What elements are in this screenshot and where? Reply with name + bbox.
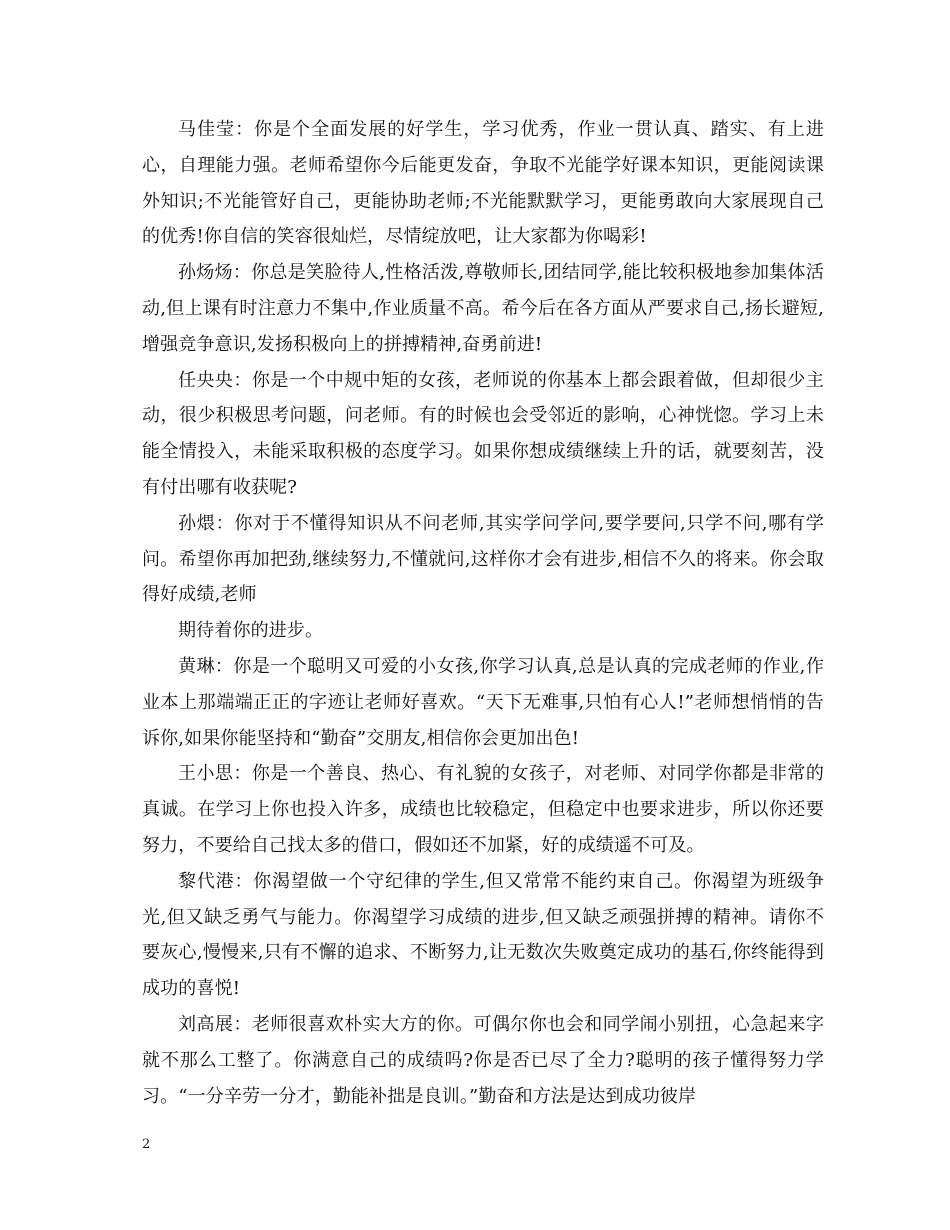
comment-paragraph: 孙炀炀：你总是笑脸待人,性格活泼,尊敬师长,团结同学,能比较积极地参加集体活动,但上课有时注意力不集中,作业质量不高。希今后在各方面从严要求自己,扬长避短,增强竞争意识,发扬积极向上的拼搏精神,奋勇前进! <box>142 262 824 355</box>
comment-paragraph: 刘高展：老师很喜欢朴实大方的你。可偶尔你也会和同学闹小别扭，心急起来字就不那么工整了。你满意自己的成绩吗?你是否已尽了全力?聪明的孩子懂得努力学习。“一分辛劳一分才，勤能补拙是良训。”勤奋和方法是达到成功彼岸 <box>142 1013 824 1107</box>
comment-paragraph: 期待着你的进步。 <box>178 620 324 642</box>
comment-paragraph: 黎代港：你渴望做一个守纪律的学生,但又常常不能约束自己。你渴望为班级争光,但又缺乏勇气与能力。你渴望学习成绩的进步,但又缺乏顽强拼搏的精神。请你不要灰心,慢慢来,只有不懈的追求、不断努力,让无数次失败奠定成功的基石,你终能得到成功的喜悦! <box>142 870 824 1000</box>
comment-paragraph: 黄琳：你是一个聪明又可爱的小女孩,你学习认真,总是认真的完成老师的作业,作业本上那端端正正的字迹让老师好喜欢。“天下无难事,只怕有心人!”老师想悄悄的告诉你,如果你能坚持和“勤奋”交朋友,相信你会更加出色! <box>142 655 824 749</box>
page-number: 2 <box>142 1137 151 1152</box>
comment-paragraph: 孙煨：你对于不懂得知识从不问老师,其实学问学问,要学要问,只学不问,哪有学问。希望你再加把劲,继续努力,不懂就问,这样你才会有进步,相信不久的将来。你会取得好成绩,老师 <box>142 512 824 606</box>
comment-list <box>142 112 824 1114</box>
comment-paragraph: 任央央：你是一个中规中矩的女孩，老师说的你基本上都会跟着做，但却很少主动，很少积极思考问题，问老师。有的时候也会受邻近的影响，心神恍惚。学习上未能全情投入，未能采取积极的态度学习。如果你想成绩继续上升的话，就要刻苦，没有付出哪有收获呢? <box>142 369 824 498</box>
comment-paragraph: 马佳莹：你是个全面发展的好学生，学习优秀，作业一贯认真、踏实、有上进心，自理能力强。老师希望你今后能更发奋，争取不光能学好课本知识，更能阅读课外知识;不光能管好自己，更能协助老师;不光能默默学习，更能勇敢向大家展现自己的优秀!你自信的笑容很灿烂，尽情绽放吧，让大家都为你喝彩! <box>142 119 824 248</box>
comment-paragraph: 王小思：你是一个善良、热心、有礼貌的女孩子，对老师、对同学你都是非常的真诚。在学习上你也投入许多，成绩也比较稳定，但稳定中也要求进步，所以你还要努力，不要给自己找太多的借口，假如还不加紧，好的成绩遥不可及。 <box>142 763 824 856</box>
